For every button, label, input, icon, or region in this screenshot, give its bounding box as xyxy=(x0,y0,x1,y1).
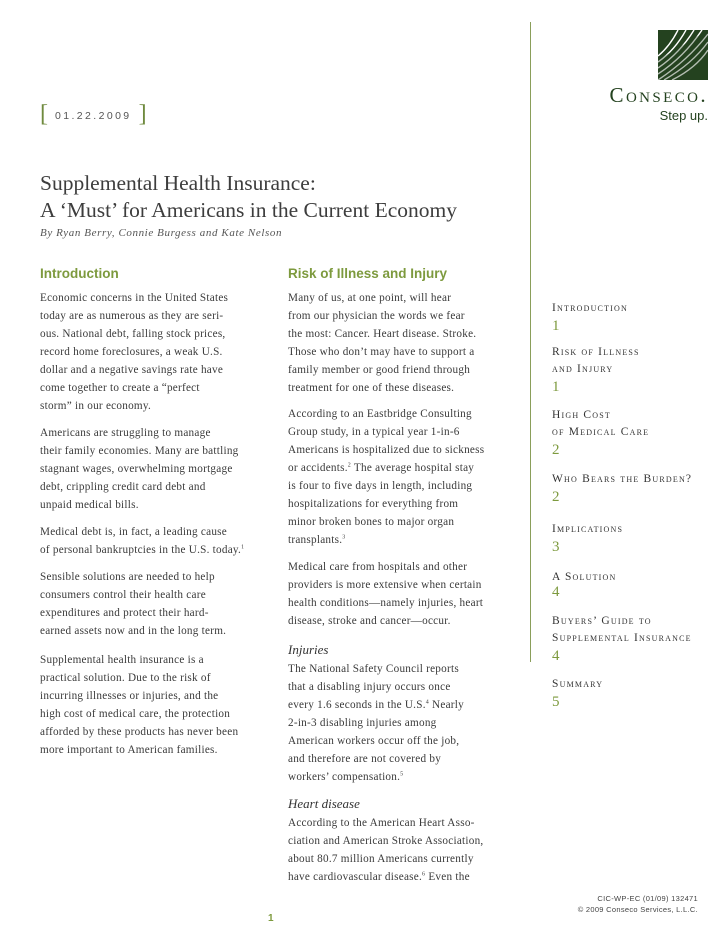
conseco-logo-icon xyxy=(658,30,708,80)
intro-paragraph-5: Supplemental health insurance is a practical solution. Due to the risk of incurring illnesses or injuries, and the high cost of medical care, the protection afforded by these products has never been more important to American families. xyxy=(40,654,239,756)
intro-paragraph-4: Sensible solutions are needed to help consumers control their health care expenditures and protect their hard- earned assets now and in the long term. xyxy=(40,571,227,637)
heart-disease-paragraph: According to the American Heart Asso- ciation and American Stroke Association, about 80.7 million Americans currently have cardiovascular disease.$^6$ Even the xyxy=(288,817,484,883)
date-text: 01.22.2009 xyxy=(55,110,132,122)
logo-tagline: Step up. xyxy=(659,108,708,123)
heart-disease-subheading: Heart disease xyxy=(288,796,360,811)
toc-item-summary[interactable]: Summary 5 xyxy=(552,678,604,710)
toc-item-implications[interactable]: Implications 3 xyxy=(552,523,624,555)
injuries-paragraph: The National Safety Council reports that a disabling injury occurs once every 1.6 seconds in the U.S.$^4$ Nearly 2-in-3 disabling injuries among American workers occur off the job, and therefore are not covered by workers’ compensation.$^5$ xyxy=(288,663,464,783)
toc-item-buyers-guide[interactable]: Buyers’ Guide to Supplemental Insurance 4 xyxy=(552,615,692,664)
toc-item-high-cost[interactable]: High Cost of Medical Care 2 xyxy=(552,409,650,458)
risk-paragraph-1: Many of us, at one point, will hear from our physician the words we fear the most: Cancer. Heart disease. Stroke. Those who don’t may have to support a family member or good friend through treatment for one of these diseases. xyxy=(288,292,477,394)
risk-paragraph-2: According to an Eastbridge Consulting Group study, in a typical year 1-in-6 Americans is hospitalized due to sickness or accidents.$^2$ The average hospital stay is four to five days in length, including hospitalizations for everything from minor broken bones to major organ transplants.$^3$ xyxy=(288,408,485,546)
title-line-1: Supplemental Health Insurance: xyxy=(40,171,316,195)
intro-paragraph-1: Economic concerns in the United States today are as numerous as they are seri- ous. National debt, falling stock prices, record home foreclosures, a weak U.S. dollar and a negative savings rate have come together to create a “perfect storm” in our economy. xyxy=(40,292,229,412)
toc-item-who-bears[interactable]: Who Bears the Burden? 2 xyxy=(552,473,693,505)
risk-heading: Risk of Illness and Injury xyxy=(288,266,448,281)
toc-item-risk[interactable]: Risk of Illness and Injury 1 xyxy=(552,346,640,395)
risk-paragraph-3: Medical care from hospitals and other providers is more extensive when certain health conditions—namely injuries, heart disease, stroke and cancer—occur. xyxy=(288,561,484,627)
right-bracket: ] xyxy=(138,101,147,127)
footnote-ref: 1 xyxy=(241,544,245,551)
document-code: CIC-WP-EC (01/09) 132471 xyxy=(597,894,698,903)
column-divider xyxy=(530,22,531,662)
injuries-subheading: Injuries xyxy=(288,642,329,657)
intro-paragraph-3: Medical debt is, in fact, a leading cause of personal bankruptcies in the U.S. today.$^1$ xyxy=(40,526,245,556)
document-date xyxy=(40,98,147,130)
toc-item-solution[interactable]: A Solution 4 xyxy=(552,571,617,600)
title-line-2: A ‘Must’ for Americans in the Current Economy xyxy=(40,198,457,222)
toc-item-introduction[interactable]: Introduction 1 xyxy=(552,302,629,334)
intro-paragraph-2: Americans are struggling to manage their family economies. Many are battling stagnant wages, overwhelming mortgage debt, crippling credit card debt and unpaid medical bills. xyxy=(40,427,239,511)
byline: By Ryan Berry, Connie Burgess and Kate Nelson xyxy=(40,227,283,239)
copyright: © 2009 Conseco Services, L.L.C. xyxy=(577,905,698,914)
page-title xyxy=(40,170,530,224)
page-number: 1 xyxy=(268,913,274,924)
footer-legal xyxy=(560,893,698,915)
logo-wordmark: Conseco. xyxy=(609,83,708,107)
left-bracket: [ xyxy=(40,101,48,127)
introduction-heading: Introduction xyxy=(40,266,119,281)
